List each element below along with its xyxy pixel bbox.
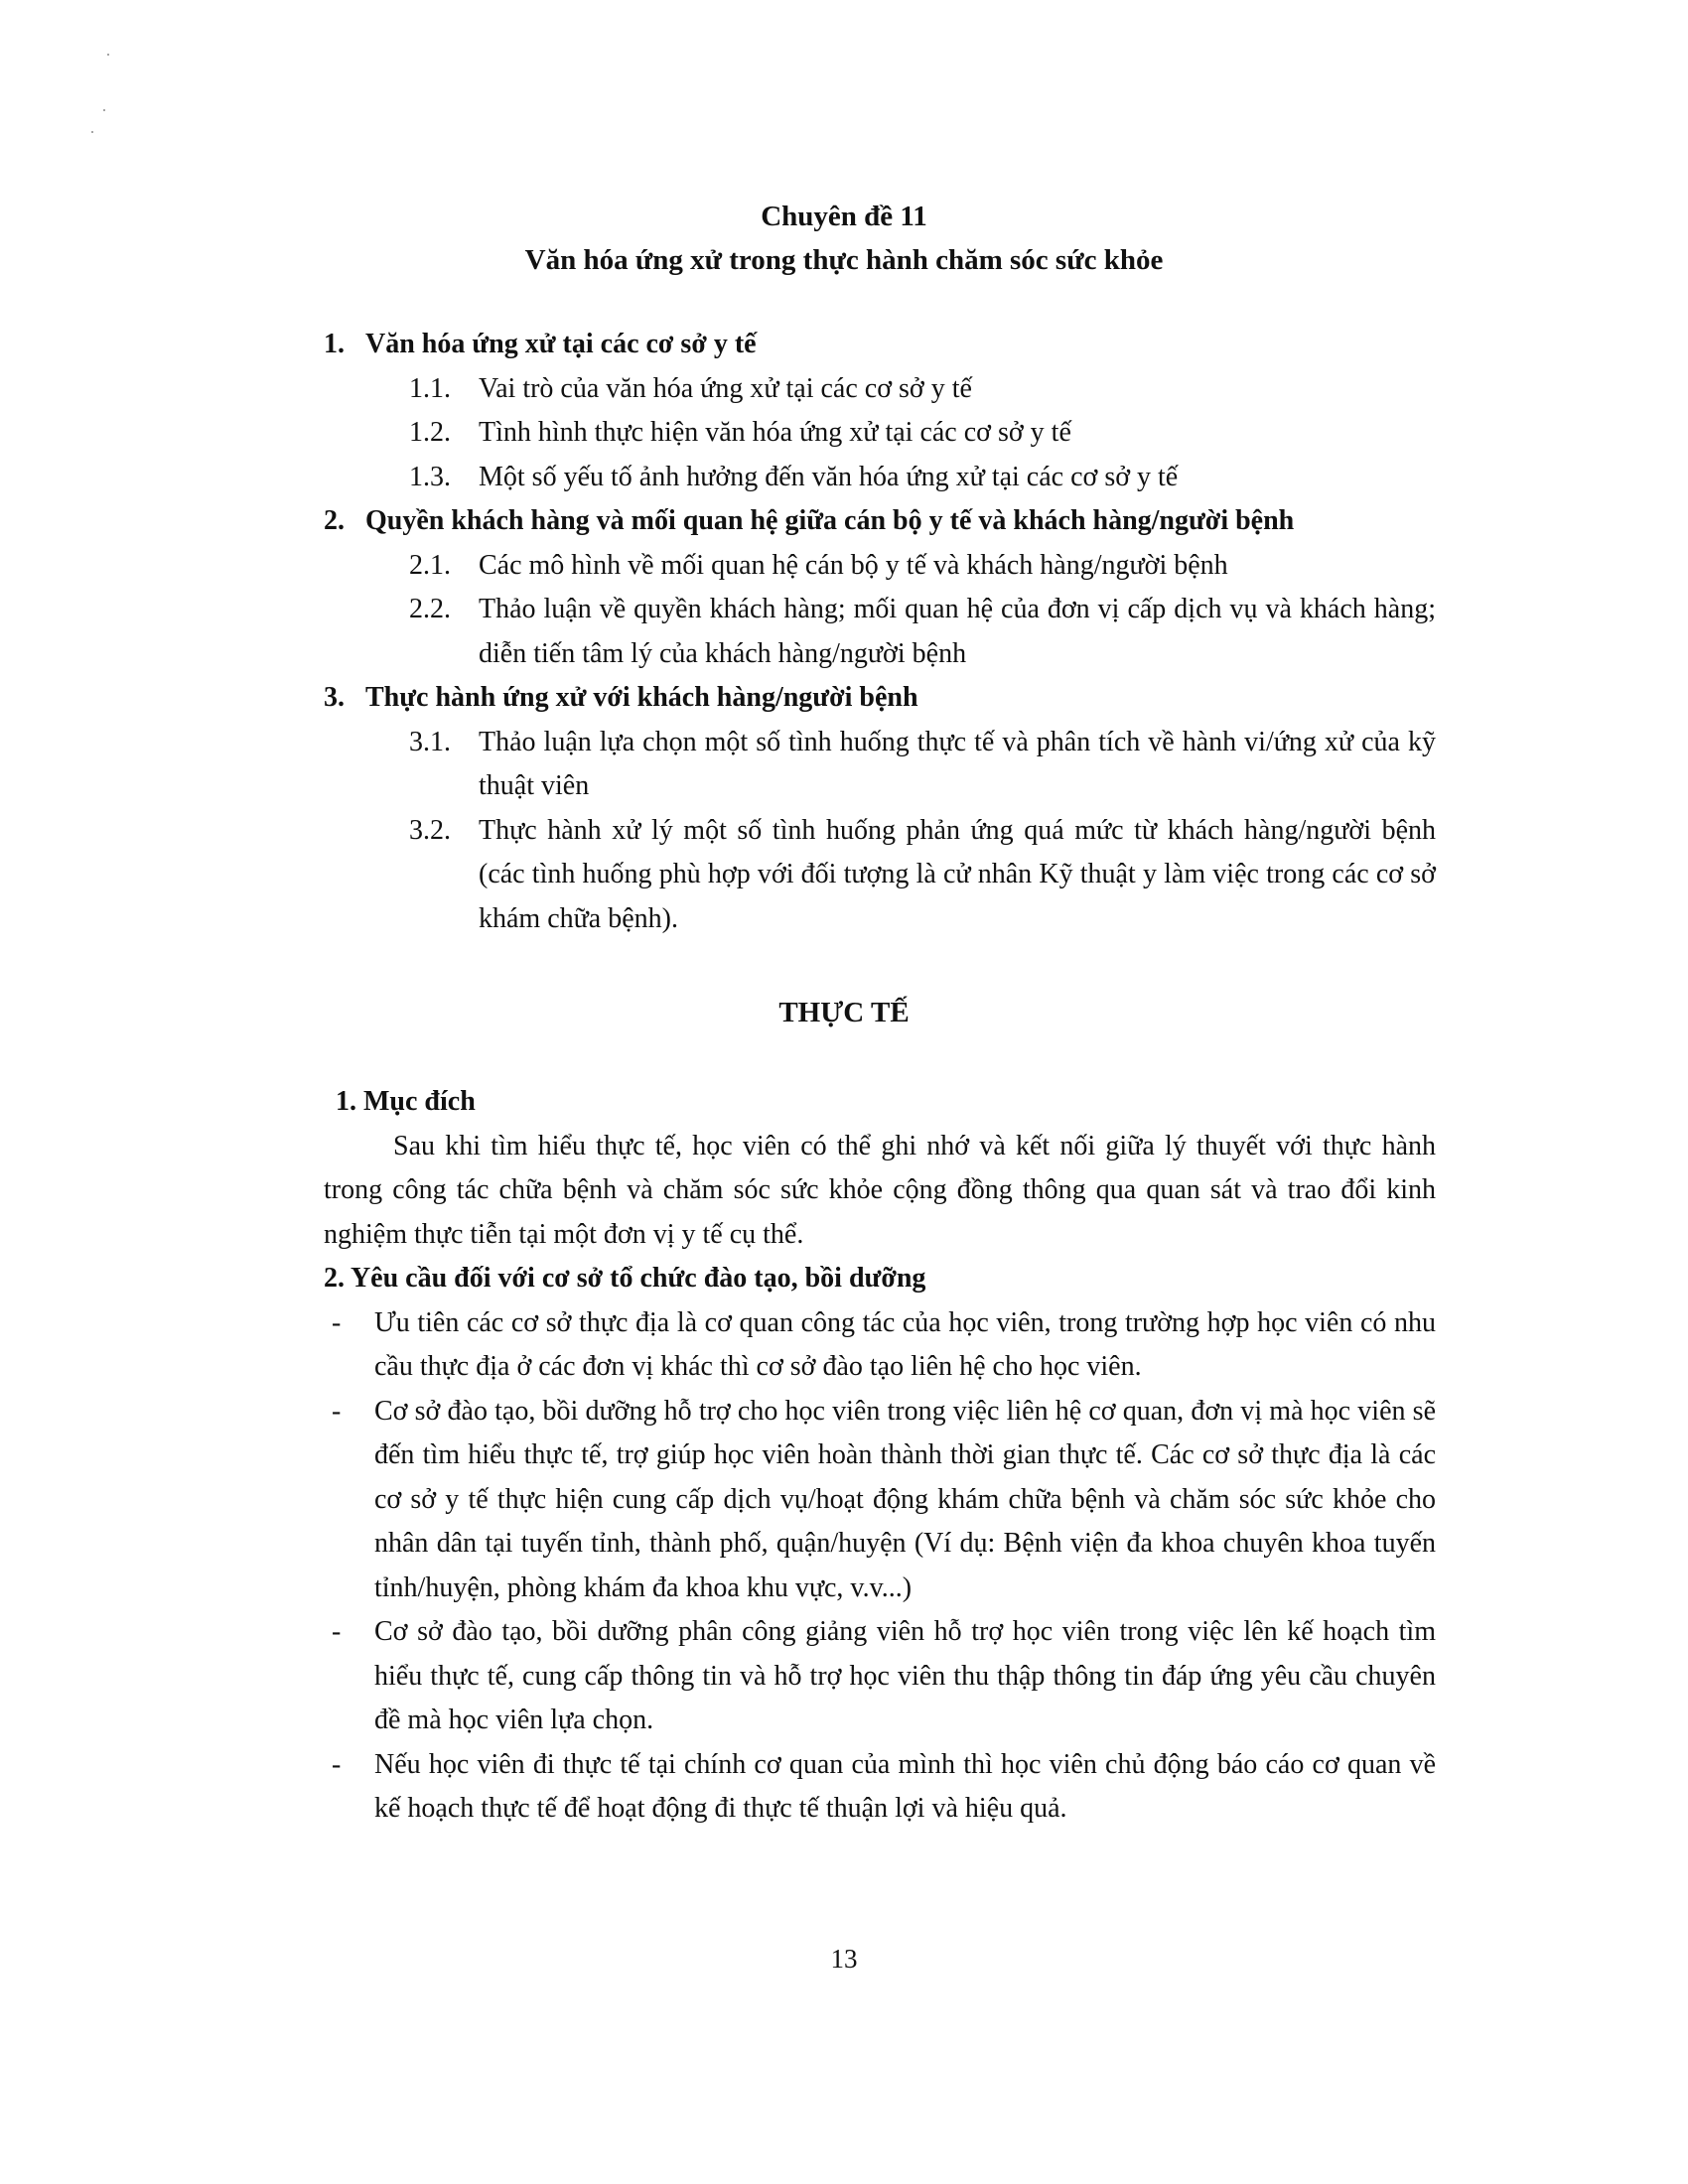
outline-item — [409, 367, 1436, 412]
item-text: Tình hình thực hiện văn hóa ứng xử tại các cơ sở y tế — [479, 417, 1071, 448]
chapter-header — [0, 195, 1688, 282]
section-number: 3. — [324, 682, 345, 713]
item-text: Thực hành xử lý một số tình huống phản ứng quá mức từ khách hàng/người bệnh (các tình huống phù hợp với đối tượng là cử nhân Kỹ thuật y làm việc trong các cơ sở khám chữa bệnh). — [479, 814, 1436, 934]
outline-item — [409, 809, 1436, 942]
item-number: 1.1. — [409, 372, 451, 404]
bullet-text: Cơ sở đào tạo, bồi dưỡng hỗ trợ cho học viên trong việc liên hệ cơ quan, đơn vị mà học viên sẽ đến tìm hiểu thực tế, trợ giúp học viên hoàn thành thời gian thực tế. Các cơ sở thực địa là các cơ sở y tế thực hiện cung cấp dịch vụ/hoạt động khám chữa bệnh và chăm sóc sức khỏe cho nhân dân tại tuyến tỉnh, thành phố, quận/huyện (Ví dụ: Bệnh viện đa khoa chuyên khoa tuyến tỉnh/huyện, phòng khám đa khoa khu vực, v.v...) — [374, 1395, 1436, 1603]
item-number: 1.3. — [409, 461, 451, 492]
outline-item — [409, 411, 1436, 456]
bullet-dash: - — [332, 1395, 342, 1427]
scan-speck — [91, 131, 93, 133]
section-title: Quyền khách hàng và mối quan hệ giữa cán bộ y tế và khách hàng/người bệnh — [365, 505, 1295, 536]
outline-section — [324, 499, 1436, 544]
item-number: 2.1. — [409, 549, 451, 581]
item-text: Một số yếu tố ảnh hưởng đến văn hóa ứng xử tại các cơ sở y tế — [479, 461, 1179, 492]
requirement-bullet — [324, 1390, 1436, 1611]
item-text: Các mô hình về mối quan hệ cán bộ y tế và khách hàng/người bệnh — [479, 549, 1228, 581]
section-number: 2. — [324, 505, 345, 536]
purpose-heading: 1. Mục đích — [336, 1086, 476, 1117]
outline-item — [409, 456, 1436, 500]
outline-section — [324, 323, 1436, 367]
item-text: Vai trò của văn hóa ứng xử tại các cơ sở y tế — [479, 372, 972, 404]
item-number: 2.2. — [409, 594, 451, 624]
outline-item — [409, 544, 1436, 589]
requirement-bullet — [324, 1743, 1436, 1832]
bullet-text: Ưu tiên các cơ sở thực địa là cơ quan công tác của học viên, trong trường hợp học viên có nhu cầu thực địa ở các đơn vị khác thì cơ sở đào tạo liên hệ cho học viên. — [374, 1306, 1436, 1382]
bullet-text: Cơ sở đào tạo, bồi dưỡng phân công giảng viên hỗ trợ học viên trong việc lên kế hoạch tìm hiểu thực tế, cung cấp thông tin và hỗ trợ học viên thu thập thông tin đáp ứng yêu cầu chuyên đề mà học viên lựa chọn. — [374, 1616, 1436, 1735]
chapter-title: Chuyên đề 11 — [761, 201, 927, 232]
section-number: 1. — [324, 329, 345, 359]
outline-item — [409, 721, 1436, 809]
item-number: 3.2. — [409, 814, 451, 846]
practice-heading: THỰC TẾ — [778, 997, 910, 1028]
chapter-subtitle: Văn hóa ứng xử trong thực hành chăm sóc sức khỏe — [524, 244, 1164, 276]
item-text: Thảo luận lựa chọn một số tình huống thực tế và phân tích về hành vi/ứng xử của kỹ thuật viên — [479, 726, 1436, 801]
requirement-bullet — [324, 1610, 1436, 1743]
scan-speck — [103, 109, 105, 111]
page-number: 13 — [830, 1944, 858, 1974]
item-number: 3.1. — [409, 726, 451, 757]
bullet-dash: - — [332, 1748, 342, 1780]
bullet-dash: - — [332, 1616, 342, 1647]
requirement-bullet — [324, 1301, 1436, 1390]
item-number: 1.2. — [409, 417, 451, 448]
item-text: Thảo luận về quyền khách hàng; mối quan hệ của đơn vị cấp dịch vụ và khách hàng; diễn tiến tâm lý của khách hàng/người bệnh — [479, 594, 1436, 669]
section-title: Thực hành ứng xử với khách hàng/người bệnh — [365, 682, 918, 713]
bullet-dash: - — [332, 1306, 342, 1338]
purpose-paragraph: Sau khi tìm hiểu thực tế, học viên có thể ghi nhớ và kết nối giữa lý thuyết với thực hành trong công tác chữa bệnh và chăm sóc sức khỏe cộng đồng thông qua quan sát và trao đổi kinh nghiệm thực tiễn tại một đơn vị y tế cụ thể. — [324, 1130, 1436, 1250]
practice-body — [324, 1080, 1436, 1832]
section-title: Văn hóa ứng xử tại các cơ sở y tế — [365, 329, 757, 359]
requirements-heading: 2. Yêu cầu đối với cơ sở tổ chức đào tạo, bồi dưỡng — [324, 1263, 926, 1294]
scan-speck — [107, 54, 109, 56]
outline-item — [409, 588, 1436, 676]
bullet-text: Nếu học viên đi thực tế tại chính cơ quan của mình thì học viên chủ động báo cáo cơ quan về kế hoạch thực tế để hoạt động đi thực tế thuận lợi và hiệu quả. — [374, 1748, 1436, 1824]
topic-outline — [324, 323, 1436, 941]
outline-section — [324, 676, 1436, 721]
